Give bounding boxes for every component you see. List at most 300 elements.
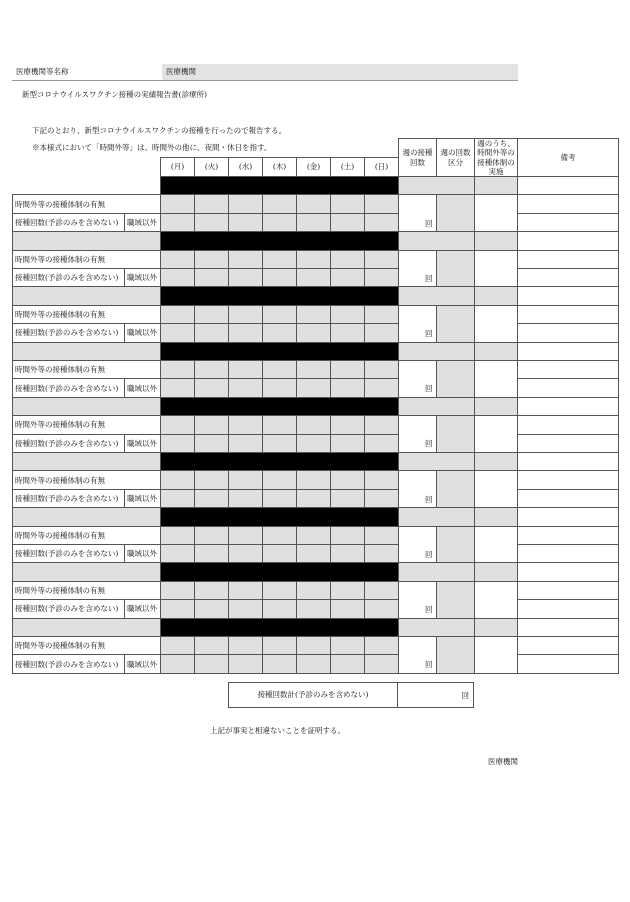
count-w7-d4[interactable] — [296, 544, 331, 563]
summary-value-cell[interactable] — [397, 682, 474, 708]
count-w4-d3[interactable] — [262, 378, 297, 397]
label-count-week-8-text: 接種回数(予診のみを含めない) — [15, 604, 119, 614]
after-hours-w7-d3[interactable] — [262, 526, 297, 545]
day-header-5 — [330, 157, 365, 177]
remarks-band-5[interactable] — [517, 397, 619, 416]
after-hours-w9-d5[interactable] — [330, 636, 365, 655]
count-w9-d4[interactable] — [296, 654, 331, 673]
after-hours-w9-d3[interactable] — [262, 636, 297, 655]
label-after-hours-week-2-text: 時間外等の接種体制の有無 — [15, 254, 105, 264]
separator-week-9 — [12, 618, 161, 637]
count-w4-d6[interactable] — [364, 378, 399, 397]
week-summary-band-5 — [398, 397, 475, 416]
label-after-hours-week-5 — [12, 415, 161, 434]
count-w6-d4[interactable] — [296, 489, 331, 508]
label-outside-week-5 — [124, 434, 161, 453]
count-w8-d0[interactable] — [160, 599, 195, 618]
after-hours-w1-d6[interactable] — [364, 194, 399, 213]
after-hours-w8-d6[interactable] — [364, 581, 399, 600]
count-w2-d4[interactable] — [296, 268, 331, 287]
institution-name-value[interactable]: 医療機関 — [166, 67, 196, 76]
count-w7-d6[interactable] — [364, 544, 399, 563]
day-header-4 — [296, 157, 331, 177]
count-w4-d5[interactable] — [330, 378, 365, 397]
date-bar-week-6 — [160, 452, 399, 471]
count-w4-d1[interactable] — [194, 378, 229, 397]
remarks-band-4[interactable] — [517, 342, 619, 361]
count-w8-d3[interactable] — [262, 599, 297, 618]
after-hours-w4-d2[interactable] — [228, 360, 263, 379]
summary-label: 接種回数計(予診のみを含めない) — [257, 690, 369, 700]
weekly-count-week-4[interactable] — [398, 360, 437, 398]
remarks-2-week-2[interactable] — [517, 268, 619, 287]
remarks-1-week-8[interactable] — [517, 581, 619, 600]
weekly-count-week-2[interactable] — [398, 250, 437, 288]
count-w3-d0[interactable] — [160, 323, 195, 342]
count-w8-d1[interactable] — [194, 599, 229, 618]
count-w5-d3[interactable] — [262, 434, 297, 453]
after-hours-w6-d5[interactable] — [330, 470, 365, 489]
weekly-count-week-5[interactable] — [398, 415, 437, 453]
label-outside-week-3-text: 職域以外 — [127, 328, 157, 338]
after-hours-band-7 — [474, 507, 518, 526]
after-hours-w6-d0[interactable] — [160, 470, 195, 489]
weekly-count-unit: 回 — [425, 218, 433, 228]
after-hours-w9-d2[interactable] — [228, 636, 263, 655]
day-header-3 — [262, 157, 297, 177]
day-header-2 — [228, 157, 263, 177]
weekly-count-week-6[interactable] — [398, 470, 437, 508]
remarks-1-week-3[interactable] — [517, 305, 619, 324]
week-summary-band-7 — [398, 507, 475, 526]
count-w7-d0[interactable] — [160, 544, 195, 563]
weekly-category-week-1[interactable] — [436, 194, 475, 232]
date-bar-week-7 — [160, 507, 399, 526]
after-hours-w1-d1[interactable] — [194, 194, 229, 213]
weekly-count-week-1[interactable] — [398, 194, 437, 232]
after-hours-w3-d6[interactable] — [364, 305, 399, 324]
institution-name-label: 医療機関等名称 — [16, 67, 69, 76]
after-hours-w3-d2[interactable] — [228, 305, 263, 324]
remarks-1-week-1[interactable] — [517, 194, 619, 213]
week-summary-band-8 — [398, 562, 475, 581]
after-hours-w5-d1[interactable] — [194, 415, 229, 434]
after-hours-w7-d4[interactable] — [296, 526, 331, 545]
count-w9-d0[interactable] — [160, 654, 195, 673]
week-summary-band-2 — [398, 231, 475, 250]
label-after-hours-week-1 — [12, 194, 161, 213]
count-w2-d6[interactable] — [364, 268, 399, 287]
weekly-count-unit: 回 — [425, 273, 433, 283]
remarks-1-week-5[interactable] — [517, 415, 619, 434]
date-bar-week-9 — [160, 618, 399, 637]
date-bar-week-2 — [160, 231, 399, 250]
label-outside-week-1 — [124, 213, 161, 232]
weekly-count-week-9[interactable] — [398, 636, 437, 674]
count-w5-d0[interactable] — [160, 434, 195, 453]
after-hours-w8-d1[interactable] — [194, 581, 229, 600]
label-count-week-9-text: 接種回数(予診のみを含めない) — [15, 659, 119, 669]
label-outside-week-1-text: 職域以外 — [127, 217, 157, 227]
separator-week-7 — [12, 507, 161, 526]
remarks-band-8[interactable] — [517, 562, 619, 581]
count-w9-d2[interactable] — [228, 654, 263, 673]
date-bar-week-1 — [160, 176, 399, 195]
count-w8-d2[interactable] — [228, 599, 263, 618]
count-w4-d2[interactable] — [228, 378, 263, 397]
label-outside-week-8 — [124, 599, 161, 618]
remarks-band-1[interactable] — [517, 176, 619, 195]
after-hours-w3-d1[interactable] — [194, 305, 229, 324]
after-hours-flag-week-9[interactable] — [474, 636, 518, 674]
weekly-count-unit: 回 — [425, 329, 433, 339]
count-w1-d3[interactable] — [262, 213, 297, 232]
after-hours-w4-d0[interactable] — [160, 360, 195, 379]
weekly-category-week-2[interactable] — [436, 250, 475, 288]
after-hours-w6-d4[interactable] — [296, 470, 331, 489]
separator-week-5 — [12, 397, 161, 416]
after-hours-w9-d6[interactable] — [364, 636, 399, 655]
weekly-category-week-5[interactable] — [436, 415, 475, 453]
after-hours-flag-week-3[interactable] — [474, 305, 518, 343]
count-w6-d1[interactable] — [194, 489, 229, 508]
count-w3-d3[interactable] — [262, 323, 297, 342]
separator-week-2 — [12, 231, 161, 250]
count-w5-d4[interactable] — [296, 434, 331, 453]
week-summary-band-4 — [398, 342, 475, 361]
week-summary-band-3 — [398, 286, 475, 305]
day-header-3-text: (木) — [272, 162, 287, 172]
count-w2-d1[interactable] — [194, 268, 229, 287]
count-w9-d3[interactable] — [262, 654, 297, 673]
after-hours-w4-d1[interactable] — [194, 360, 229, 379]
label-outside-week-8-text: 職域以外 — [127, 604, 157, 614]
label-after-hours-week-8 — [12, 581, 161, 600]
separator-week-3 — [12, 286, 161, 305]
after-hours-flag-week-5[interactable] — [474, 415, 518, 453]
label-outside-week-3 — [124, 323, 161, 342]
label-count-week-8 — [12, 599, 125, 618]
label-after-hours-week-6 — [12, 470, 161, 489]
remarks-2-week-8[interactable] — [517, 599, 619, 618]
label-count-week-5-text: 接種回数(予診のみを含めない) — [15, 438, 119, 448]
day-header-4-text: (金) — [306, 162, 321, 172]
weekly-category-week-3[interactable] — [436, 305, 475, 343]
after-hours-w2-d5[interactable] — [330, 250, 365, 269]
label-count-week-1-text: 接種回数(予診のみを含めない) — [15, 217, 119, 227]
col-weekly-category — [436, 138, 475, 177]
label-outside-week-2 — [124, 268, 161, 287]
label-count-week-3-text: 接種回数(予診のみを含めない) — [15, 328, 119, 338]
label-after-hours-week-5-text: 時間外等の接種体制の有無 — [15, 420, 105, 430]
after-hours-w6-d2[interactable] — [228, 470, 263, 489]
label-count-week-3 — [12, 323, 125, 342]
label-count-week-5 — [12, 434, 125, 453]
after-hours-band-6 — [474, 452, 518, 471]
after-hours-w8-d5[interactable] — [330, 581, 365, 600]
after-hours-w8-d2[interactable] — [228, 581, 263, 600]
remarks-band-6[interactable] — [517, 452, 619, 471]
count-w3-d6[interactable] — [364, 323, 399, 342]
after-hours-w4-d5[interactable] — [330, 360, 365, 379]
after-hours-band-5 — [474, 397, 518, 416]
count-w8-d6[interactable] — [364, 599, 399, 618]
remarks-2-week-5[interactable] — [517, 434, 619, 453]
count-w1-d0[interactable] — [160, 213, 195, 232]
day-header-0 — [160, 157, 195, 177]
after-hours-w7-d2[interactable] — [228, 526, 263, 545]
footer-institution: 医療機関 — [488, 757, 518, 766]
count-w5-d5[interactable] — [330, 434, 365, 453]
remarks-1-week-9[interactable] — [517, 636, 619, 655]
count-w7-d1[interactable] — [194, 544, 229, 563]
label-outside-week-9-text: 職域以外 — [127, 659, 157, 669]
after-hours-w2-d4[interactable] — [296, 250, 331, 269]
label-outside-week-5-text: 職域以外 — [127, 438, 157, 448]
remarks-2-week-3[interactable] — [517, 323, 619, 342]
count-w7-d3[interactable] — [262, 544, 297, 563]
label-count-week-6 — [12, 489, 125, 508]
after-hours-w1-d2[interactable] — [228, 194, 263, 213]
count-w6-d6[interactable] — [364, 489, 399, 508]
remarks-band-7[interactable] — [517, 507, 619, 526]
after-hours-flag-week-4[interactable] — [474, 360, 518, 398]
label-outside-week-9 — [124, 654, 161, 673]
count-w2-d5[interactable] — [330, 268, 365, 287]
weekly-count-unit: 回 — [425, 494, 433, 504]
count-w8-d4[interactable] — [296, 599, 331, 618]
after-hours-w1-d4[interactable] — [296, 194, 331, 213]
after-hours-w2-d6[interactable] — [364, 250, 399, 269]
count-w3-d1[interactable] — [194, 323, 229, 342]
after-hours-w2-d1[interactable] — [194, 250, 229, 269]
weekly-count-week-3[interactable] — [398, 305, 437, 343]
label-count-week-6-text: 接種回数(予診のみを含めない) — [15, 493, 119, 503]
after-hours-flag-week-8[interactable] — [474, 581, 518, 619]
week-summary-band-9 — [398, 618, 475, 637]
label-after-hours-week-4 — [12, 360, 161, 379]
note-text: ※本様式において「時間外等」は、時間外の他に、夜間・休日を指す。 — [32, 143, 272, 152]
count-w5-d6[interactable] — [364, 434, 399, 453]
after-hours-w7-d6[interactable] — [364, 526, 399, 545]
weekly-count-unit: 回 — [425, 660, 433, 670]
after-hours-w7-d1[interactable] — [194, 526, 229, 545]
count-w6-d2[interactable] — [228, 489, 263, 508]
count-w6-d3[interactable] — [262, 489, 297, 508]
label-count-week-2-text: 接種回数(予診のみを含めない) — [15, 273, 119, 283]
label-count-week-4-text: 接種回数(予診のみを含めない) — [15, 383, 119, 393]
label-after-hours-week-9-text: 時間外等の接種体制の有無 — [15, 641, 105, 651]
count-w7-d2[interactable] — [228, 544, 263, 563]
day-header-1-text: (火) — [204, 162, 219, 172]
label-outside-week-6 — [124, 489, 161, 508]
after-hours-w3-d5[interactable] — [330, 305, 365, 324]
date-bar-week-8 — [160, 562, 399, 581]
count-w1-d4[interactable] — [296, 213, 331, 232]
remarks-band-2[interactable] — [517, 231, 619, 250]
day-header-5-text: (土) — [340, 162, 355, 172]
count-w1-d2[interactable] — [228, 213, 263, 232]
label-after-hours-week-4-text: 時間外等の接種体制の有無 — [15, 365, 105, 375]
after-hours-w9-d0[interactable] — [160, 636, 195, 655]
after-hours-band-9 — [474, 618, 518, 637]
label-outside-week-7-text: 職域以外 — [127, 549, 157, 559]
count-w6-d5[interactable] — [330, 489, 365, 508]
remarks-2-week-9[interactable] — [517, 654, 619, 673]
count-w5-d1[interactable] — [194, 434, 229, 453]
after-hours-w5-d3[interactable] — [262, 415, 297, 434]
after-hours-band-3 — [474, 286, 518, 305]
after-hours-w7-d5[interactable] — [330, 526, 365, 545]
remarks-2-week-7[interactable] — [517, 544, 619, 563]
label-after-hours-week-2 — [12, 250, 161, 269]
summary-label-cell — [228, 682, 398, 708]
after-hours-w4-d6[interactable] — [364, 360, 399, 379]
after-hours-w2-d3[interactable] — [262, 250, 297, 269]
weekly-category-week-6[interactable] — [436, 470, 475, 508]
label-outside-week-4-text: 職域以外 — [127, 383, 157, 393]
after-hours-w3-d0[interactable] — [160, 305, 195, 324]
label-outside-week-4 — [124, 378, 161, 397]
weekly-category-week-8[interactable] — [436, 581, 475, 619]
intro-text: 下記のとおり、新型コロナウイルスワクチンの接種を行ったので報告する。 — [32, 126, 287, 135]
label-after-hours-week-6-text: 時間外等の接種体制の有無 — [15, 475, 105, 485]
day-header-0-text: (月) — [170, 162, 185, 172]
summary-unit: 回 — [461, 691, 469, 700]
after-hours-w6-d6[interactable] — [364, 470, 399, 489]
remarks-band-9[interactable] — [517, 618, 619, 637]
after-hours-w8-d0[interactable] — [160, 581, 195, 600]
after-hours-w6-d1[interactable] — [194, 470, 229, 489]
count-w7-d5[interactable] — [330, 544, 365, 563]
weekly-count-week-8[interactable] — [398, 581, 437, 619]
after-hours-flag-week-2[interactable] — [474, 250, 518, 288]
after-hours-flag-week-7[interactable] — [474, 526, 518, 564]
count-w4-d4[interactable] — [296, 378, 331, 397]
after-hours-w5-d6[interactable] — [364, 415, 399, 434]
after-hours-band-2 — [474, 231, 518, 250]
after-hours-w8-d3[interactable] — [262, 581, 297, 600]
remarks-2-week-4[interactable] — [517, 378, 619, 397]
day-header-6-text: (日) — [374, 162, 389, 172]
remarks-1-week-7[interactable] — [517, 526, 619, 545]
certify-text: 上記が事実と相違ないことを証明する。 — [210, 726, 345, 735]
weekly-count-unit: 回 — [425, 605, 433, 615]
count-w6-d0[interactable] — [160, 489, 195, 508]
weekly-category-week-4[interactable] — [436, 360, 475, 398]
count-w1-d5[interactable] — [330, 213, 365, 232]
label-count-week-1 — [12, 213, 125, 232]
weekly-category-week-7[interactable] — [436, 526, 475, 564]
remarks-2-week-6[interactable] — [517, 489, 619, 508]
after-hours-w5-d2[interactable] — [228, 415, 263, 434]
label-count-week-7 — [12, 544, 125, 563]
remarks-2-week-1[interactable] — [517, 213, 619, 232]
after-hours-flag-week-1[interactable] — [474, 194, 518, 232]
separator-week-4 — [12, 342, 161, 361]
after-hours-w3-d3[interactable] — [262, 305, 297, 324]
count-w3-d5[interactable] — [330, 323, 365, 342]
date-bar-week-4 — [160, 342, 399, 361]
label-count-week-2 — [12, 268, 125, 287]
label-after-hours-week-8-text: 時間外等の接種体制の有無 — [15, 585, 105, 595]
remarks-band-3[interactable] — [517, 286, 619, 305]
week-summary-band-1 — [398, 176, 475, 195]
remarks-1-week-6[interactable] — [517, 470, 619, 489]
count-w1-d1[interactable] — [194, 213, 229, 232]
separator-week-6 — [12, 452, 161, 471]
col-remarks-text: 備考 — [560, 152, 576, 162]
count-w2-d3[interactable] — [262, 268, 297, 287]
after-hours-flag-week-6[interactable] — [474, 470, 518, 508]
week-summary-band-6 — [398, 452, 475, 471]
after-hours-w4-d4[interactable] — [296, 360, 331, 379]
label-after-hours-week-9 — [12, 636, 161, 655]
label-count-week-9 — [12, 654, 125, 673]
after-hours-w2-d0[interactable] — [160, 250, 195, 269]
count-w5-d2[interactable] — [228, 434, 263, 453]
after-hours-w7-d0[interactable] — [160, 526, 195, 545]
count-w9-d1[interactable] — [194, 654, 229, 673]
after-hours-w3-d4[interactable] — [296, 305, 331, 324]
after-hours-w1-d5[interactable] — [330, 194, 365, 213]
after-hours-w6-d3[interactable] — [262, 470, 297, 489]
count-w3-d4[interactable] — [296, 323, 331, 342]
count-w1-d6[interactable] — [364, 213, 399, 232]
label-outside-week-7 — [124, 544, 161, 563]
after-hours-w1-d3[interactable] — [262, 194, 297, 213]
label-after-hours-week-3-text: 時間外等の接種体制の有無 — [15, 309, 105, 319]
label-outside-week-6-text: 職域以外 — [127, 493, 157, 503]
after-hours-w4-d3[interactable] — [262, 360, 297, 379]
after-hours-band-1 — [474, 176, 518, 195]
weekly-category-week-9[interactable] — [436, 636, 475, 674]
col-weekly-count — [398, 138, 437, 177]
count-w3-d2[interactable] — [228, 323, 263, 342]
label-count-week-4 — [12, 378, 125, 397]
after-hours-w8-d4[interactable] — [296, 581, 331, 600]
count-w2-d0[interactable] — [160, 268, 195, 287]
count-w9-d6[interactable] — [364, 654, 399, 673]
after-hours-w1-d0[interactable] — [160, 194, 195, 213]
after-hours-w5-d5[interactable] — [330, 415, 365, 434]
remarks-1-week-2[interactable] — [517, 250, 619, 269]
after-hours-w5-d4[interactable] — [296, 415, 331, 434]
after-hours-w9-d1[interactable] — [194, 636, 229, 655]
col-after-hours-text: 週のうち、時間外等の接種体制の実施 — [477, 138, 515, 176]
count-w8-d5[interactable] — [330, 599, 365, 618]
weekly-count-unit: 回 — [425, 384, 433, 394]
count-w9-d5[interactable] — [330, 654, 365, 673]
count-w2-d2[interactable] — [228, 268, 263, 287]
count-w4-d0[interactable] — [160, 378, 195, 397]
day-header-2-text: (水) — [238, 162, 253, 172]
label-after-hours-week-3 — [12, 305, 161, 324]
after-hours-w9-d4[interactable] — [296, 636, 331, 655]
label-count-week-7-text: 接種回数(予診のみを含めない) — [15, 549, 119, 559]
remarks-1-week-4[interactable] — [517, 360, 619, 379]
label-after-hours-week-7-text: 時間外等の接種体制の有無 — [15, 530, 105, 540]
weekly-count-week-7[interactable] — [398, 526, 437, 564]
label-after-hours-week-1-text: 時間外等の接種体制の有無 — [15, 199, 105, 209]
date-bar-week-5 — [160, 397, 399, 416]
label-after-hours-week-7 — [12, 526, 161, 545]
after-hours-w2-d2[interactable] — [228, 250, 263, 269]
after-hours-band-4 — [474, 342, 518, 361]
after-hours-band-8 — [474, 562, 518, 581]
after-hours-w5-d0[interactable] — [160, 415, 195, 434]
date-bar-week-3 — [160, 286, 399, 305]
